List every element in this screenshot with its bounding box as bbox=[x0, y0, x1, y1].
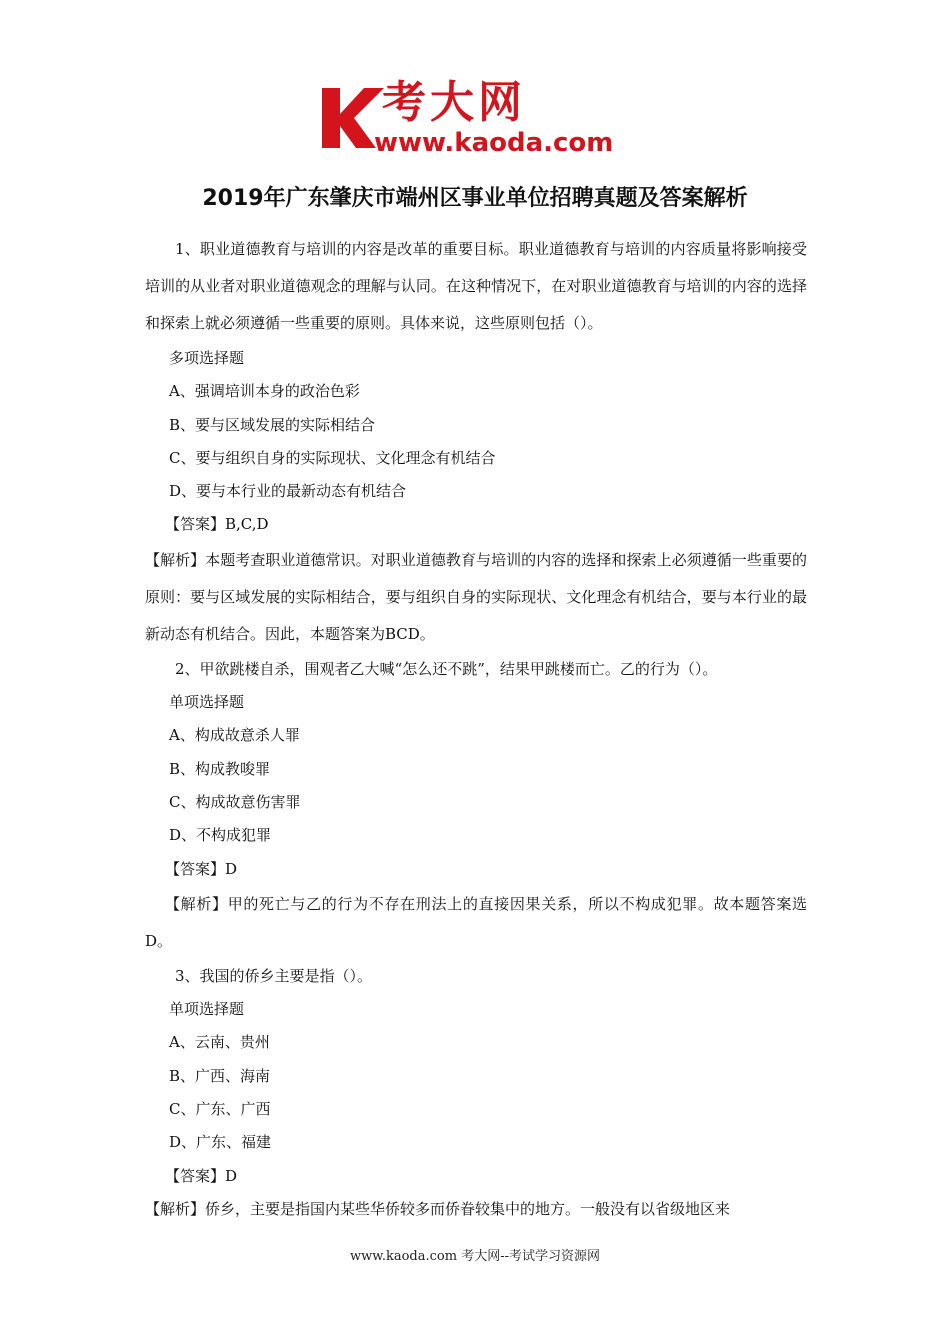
question-stem: 1、职业道德教育与培训的内容是改革的重要目标。职业道德教育与培训的内容质量将影响接受培训的从业者对职业道德观念的理解与认同。在这种情况下，在对职业道德教育与培训的内容的选择和探索上就必须遵循一些重要的原则。具体来说，这些原则包括（）。 bbox=[145, 240, 807, 332]
kaoda-logo[interactable] bbox=[318, 77, 638, 162]
question-list bbox=[145, 233, 807, 1226]
option-d: D、要与本行业的最新动态有机结合 bbox=[169, 482, 407, 501]
option-a: A、构成故意杀人罪 bbox=[169, 726, 300, 745]
answer: 【答案】D bbox=[165, 1166, 238, 1185]
question-type: 多项选择题 bbox=[169, 349, 245, 367]
option-a: A、强调培训本身的政治色彩 bbox=[169, 382, 360, 401]
option-b: B、构成教唆罪 bbox=[169, 759, 271, 778]
answer: 【答案】D bbox=[165, 859, 238, 878]
question-type: 单项选择题 bbox=[169, 693, 245, 712]
logo-url: www.kaoda.com bbox=[374, 128, 614, 158]
question-type: 单项选择题 bbox=[169, 1000, 245, 1019]
option-d: D、广东、福建 bbox=[169, 1133, 272, 1152]
option-d: D、不构成犯罪 bbox=[169, 826, 272, 845]
analysis: 【解析】侨乡，主要是指国内某些华侨较多而侨眷较集中的地方。一般没有以省级地区来 bbox=[145, 1199, 731, 1218]
logo-brand-name: 考大网 bbox=[382, 77, 526, 128]
answer: 【答案】B,C,D bbox=[165, 515, 269, 534]
option-c: C、构成故意伤害罪 bbox=[169, 792, 301, 811]
analysis: 【解析】本题考查职业道德常识。对职业道德教育与培训的内容的选择和探索上必须遵循一些重要的原则：要与区域发展的实际相结合，要与组织自身的实际现状、文化理念有机结合，要与本行业的最新动态有机结合。因此，本题答案为BCD。 bbox=[145, 550, 807, 643]
analysis: 【解析】甲的死亡与乙的行为不存在刑法上的直接因果关系，所以不构成犯罪。故本题答案选D。 bbox=[145, 894, 807, 950]
option-b: B、要与区域发展的实际相结合 bbox=[169, 415, 376, 434]
question-stem: 3、我国的侨乡主要是指（）。 bbox=[175, 966, 373, 985]
option-c: C、广东、广西 bbox=[169, 1100, 271, 1119]
question-stem: 2、甲欲跳楼自杀，围观者乙大喊“怎么还不跳”，结果甲跳楼而亡。乙的行为（）。 bbox=[175, 659, 718, 678]
option-a: A、云南、贵州 bbox=[169, 1033, 270, 1052]
option-b: B、广西、海南 bbox=[169, 1066, 271, 1085]
page-title: 2019年广东肇庆市端州区事业单位招聘真题及答案解析 bbox=[202, 186, 748, 211]
page-footer: www.kaoda.com 考大网--考试学习资源网 bbox=[350, 1249, 600, 1264]
option-c: C、要与组织自身的实际现状、文化理念有机结合 bbox=[169, 448, 496, 467]
